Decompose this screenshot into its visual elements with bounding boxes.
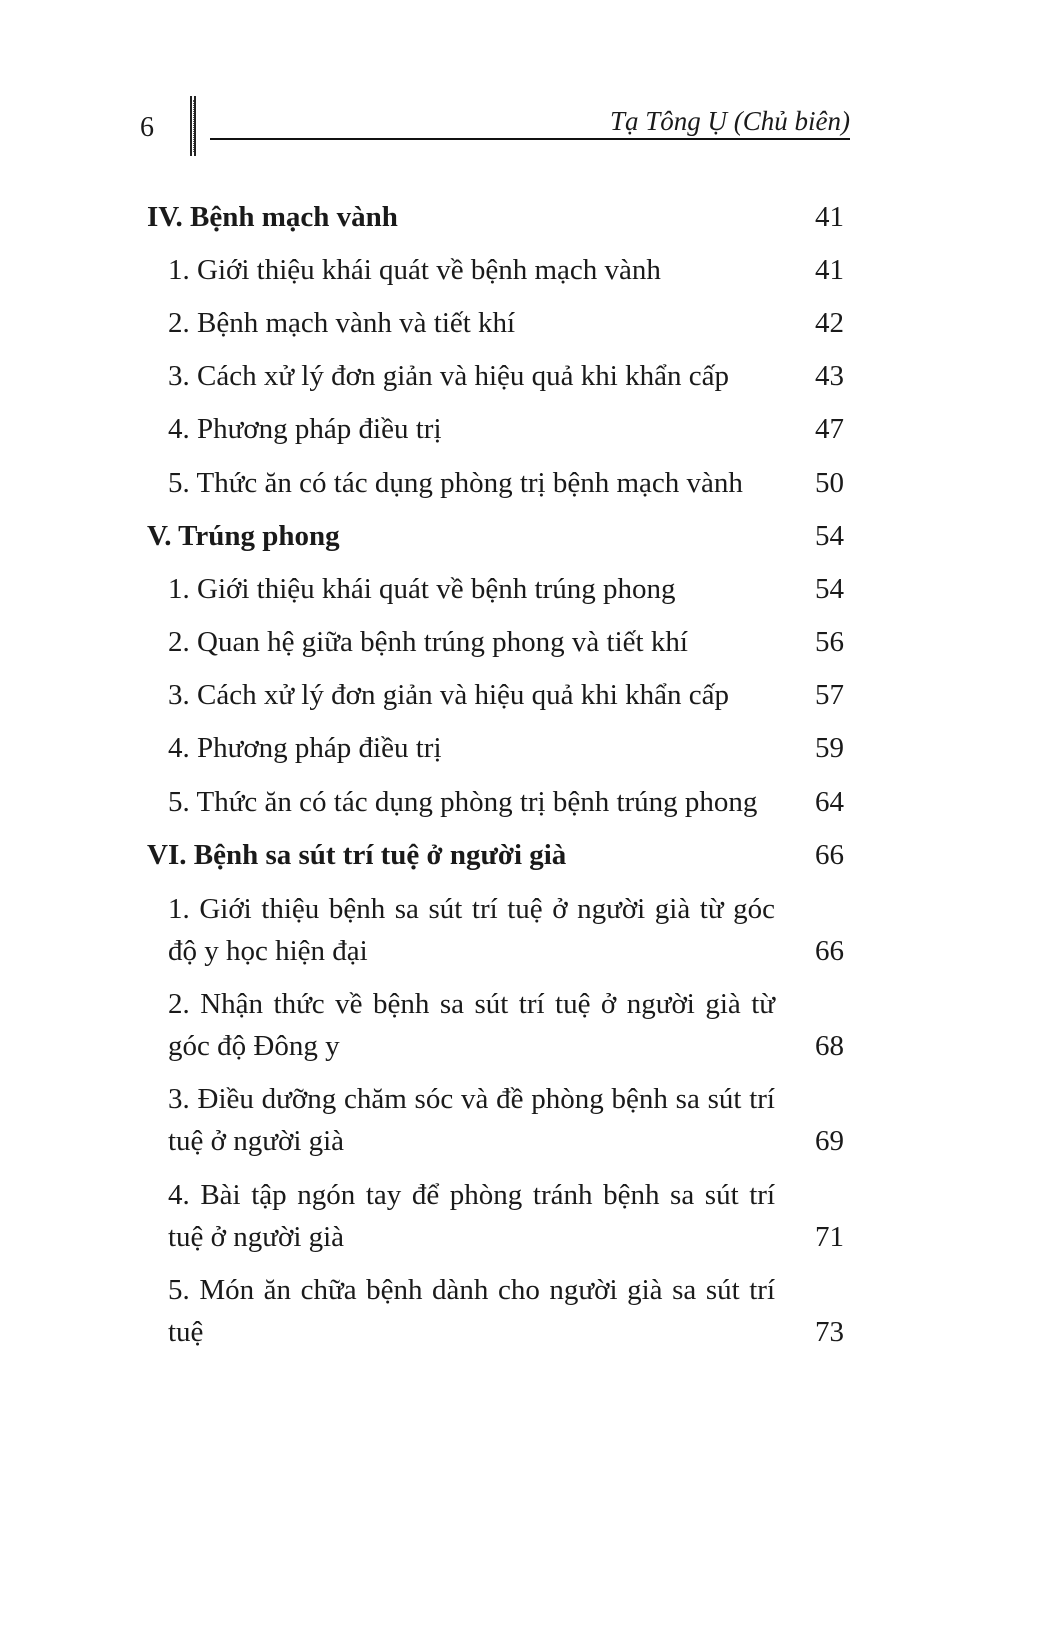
toc-title: 4. Phương pháp điều trị: [168, 732, 442, 764]
header-ornament-bar: [190, 96, 196, 156]
toc-title: 2. Quan hệ giữa bệnh trúng phong và tiết khí: [168, 626, 688, 658]
toc-page: 69: [815, 1125, 844, 1157]
toc-page: 56: [815, 626, 844, 658]
toc-page: 50: [815, 467, 844, 499]
header-rule: [210, 138, 850, 140]
toc-title: 5. Thức ăn có tác dụng phòng trị bệnh mạch vành: [168, 467, 743, 499]
toc-title: 4. Bài tập ngón tay để phòng tránh bệnh sa sút trí tuệ ở người già: [168, 1179, 775, 1253]
toc-page: 57: [815, 679, 844, 711]
toc-page: 66: [815, 839, 844, 871]
toc-title: 3. Cách xử lý đơn giản và hiệu quả khi khẩn cấp: [168, 679, 729, 711]
toc-page: 71: [815, 1221, 844, 1253]
toc-page: 47: [815, 413, 844, 445]
toc-title: 5. Món ăn chữa bệnh dành cho người già sa sút trí tuệ: [168, 1274, 775, 1348]
toc-title: 3. Điều dưỡng chăm sóc và đề phòng bệnh sa sút trí tuệ ở người già: [168, 1083, 775, 1157]
toc-page: 64: [815, 786, 844, 818]
toc-title: 1. Giới thiệu bệnh sa sút trí tuệ ở người già từ góc độ y học hiện đại: [168, 893, 775, 967]
toc-title: IV. Bệnh mạch vành: [147, 201, 398, 233]
toc-page: 43: [815, 360, 844, 392]
running-header-author: Tạ Tông Ụ (Chủ biên): [609, 106, 850, 136]
toc-title: 5. Thức ăn có tác dụng phòng trị bệnh trúng phong: [168, 786, 758, 818]
toc-title: 4. Phương pháp điều trị: [168, 413, 442, 445]
toc-title: 2. Nhận thức về bệnh sa sút trí tuệ ở người già từ góc độ Đông y: [168, 988, 775, 1062]
toc-page: 41: [815, 254, 844, 286]
toc-page: 54: [815, 573, 844, 605]
toc-title: 1. Giới thiệu khái quát về bệnh mạch vành: [168, 254, 661, 286]
toc-page: 68: [815, 1030, 844, 1062]
toc-title: 3. Cách xử lý đơn giản và hiệu quả khi khẩn cấp: [168, 360, 729, 392]
toc-page: 54: [815, 520, 844, 552]
toc-page: 66: [815, 935, 844, 967]
toc-page: 73: [815, 1316, 844, 1348]
toc-title: 2. Bệnh mạch vành và tiết khí: [168, 307, 516, 339]
toc-title: V. Trúng phong: [147, 520, 340, 552]
toc-page: 41: [815, 201, 844, 233]
page-number: 6: [140, 112, 154, 143]
toc-page: 59: [815, 732, 844, 764]
toc-page: 42: [815, 307, 844, 339]
toc-title: 1. Giới thiệu khái quát về bệnh trúng phong: [168, 573, 676, 605]
toc-title: VI. Bệnh sa sút trí tuệ ở người già: [147, 839, 567, 871]
